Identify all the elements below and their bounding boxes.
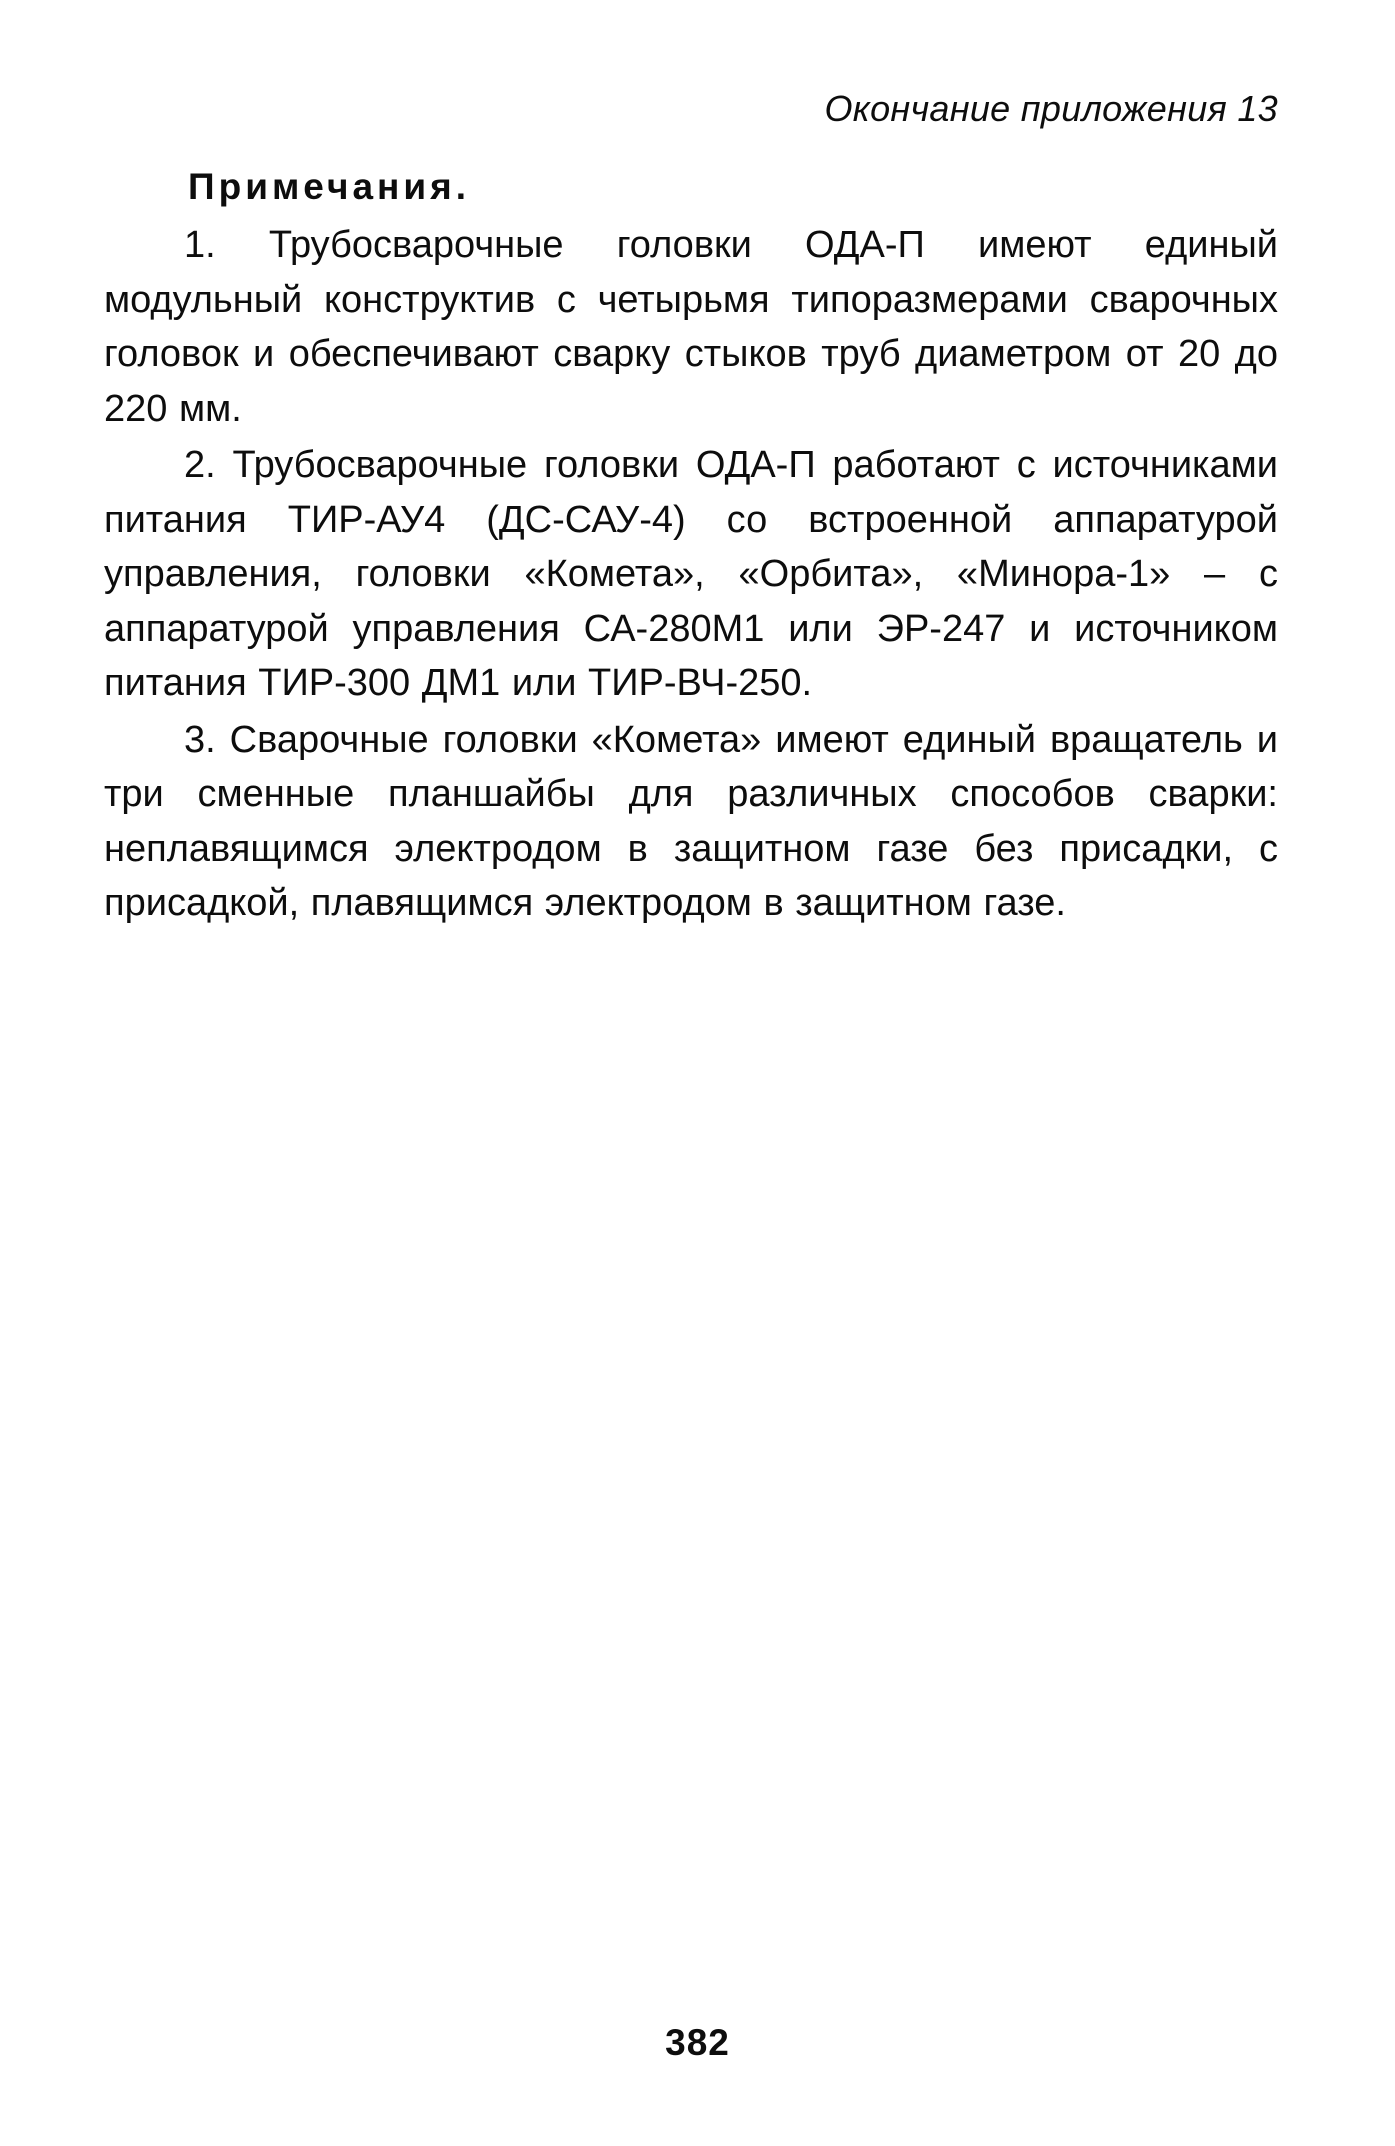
notes-body	[104, 218, 1278, 933]
note-item-3: 3. Сварочные головки «Комета» имеют единый вращатель и три сменные планшайбы для различных способов сварки: неплавящимся электродом в защитном газе без присадки, с присадкой, плавящимся электродом в защитном газе.	[104, 718, 1278, 924]
notes-heading: Примечания.	[188, 166, 470, 207]
running-header: Окончание приложения 13	[824, 88, 1278, 129]
page-number: 382	[665, 2022, 730, 2063]
note-item-2: 2. Трубосварочные головки ОДА-П работают с источниками питания ТИР-АУ4 (ДС-САУ-4) со встроенной аппаратурой управления, головки «Комета», «Орбита», «Минора-1» – с аппаратурой управления СА-280М1 или ЭР-247 и источником питания ТИР-300 ДМ1 или ТИР-ВЧ-250.	[104, 444, 1278, 704]
note-item-1: 1. Трубосварочные головки ОДА-П имеют единый модульный конструктив с четырьмя типоразмерами сварочных головок и обеспечивают сварку стыков труб диаметром от 20 до 220 мм.	[104, 224, 1278, 430]
